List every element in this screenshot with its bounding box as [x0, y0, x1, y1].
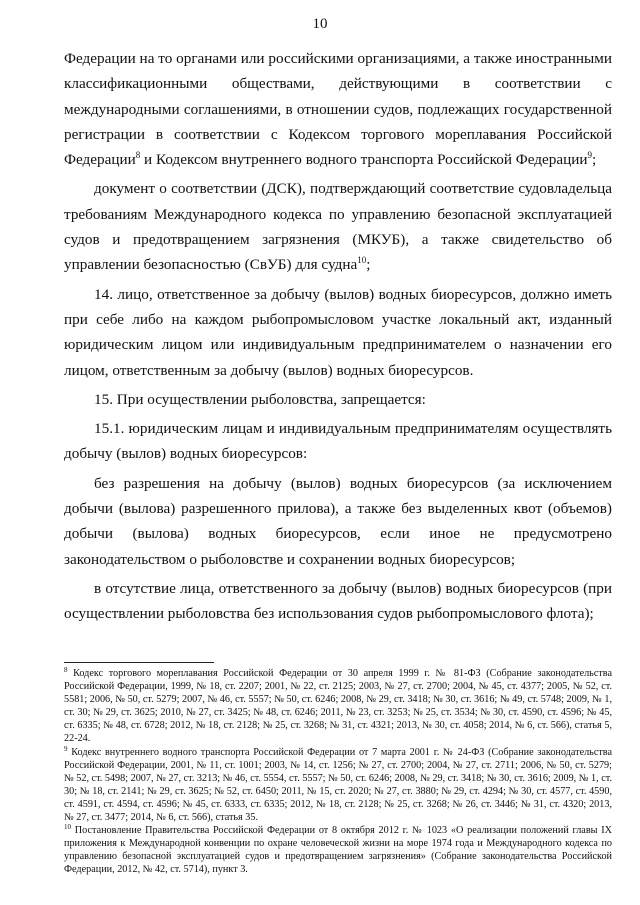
- paragraph-text: ;: [366, 256, 371, 274]
- paragraph-text: Федерации на то органами или российскими организациями, а также иностранными классификационными обществами, действующими в соответствии с международными соглашениями, в отношении судов, подлежащих государственной регистрации в соответствии с Кодексом торгового мореплавания Российской Федерации: [64, 50, 612, 169]
- paragraph-absence-responsible: в отсутствие лица, ответственного за добычу (вылов) водных биоресурсов (при осуществлении рыболовства без использования судов рыбопромыслового флота);: [64, 579, 612, 623]
- paragraph-15: 15. При осуществлении рыболовства, запрещается:: [94, 390, 426, 408]
- footnotes: [64, 667, 612, 877]
- paragraph-15-1: 15.1. юридическим лицам и индивидуальным предпринимателям осуществлять добычу (вылов) водных биоресурсов:: [64, 420, 612, 463]
- paragraph-dsk: [64, 176, 612, 277]
- footnote-10: [64, 824, 612, 876]
- page-number: 10: [312, 16, 328, 32]
- footnote-ref-8[interactable]: 8: [135, 150, 141, 161]
- main-text: [64, 46, 612, 627]
- footnote-ref-10[interactable]: 10: [357, 255, 367, 266]
- paragraph-14: 14. лицо, ответственное за добычу (вылов) водных биоресурсов, должно иметь при себе либо на каждом рыбопромысловом участке локальный акт, изданный юридическим лицом или индивидуальным предпринимателем о назначении его лицом, ответственным за добычу (вылов) водных биоресурсов.: [64, 285, 612, 379]
- footnote-text: Постановление Правительства Российской Федерации от 8 октября 2012 г. № 1023 «О реализации положений главы IX приложения к Международной конвенции по охране человеческой жизни на море 1974 года и Международного кодекса по управлению безопасной эксплуатацией судов и предотвращением загрязнения» (Собрание законодательства Российской Федерации, 2012, № 42, ст. 5714), пункт 3.: [64, 825, 612, 876]
- footnote-text: Кодекс внутреннего водного транспорта Российской Федерации от 7 марта 2001 г. № 24-ФЗ (Собрание законодательства Российской Федерации, 2001, № 11, ст. 1001; 2003, № 14, ст. 1256; № 27, ст. 2700; 2004, № 27, ст. 2711; 2006, № 50, ст. 5279; № 52, ст. 5498; 2007, № 27, ст. 3213; № 46, ст. 5554, ст. 5557; № 50, ст. 6246; 2008, № 29, ст. 3418; № 30, ст. 3616; 2009, № 1, ст. 30; № 18, ст. 2141; № 29, ст. 3625; № 52, ст. 6450; 2011, № 15, ст. 2020; № 27, ст. 3880; № 29, ст. 4294; № 30, ст. 4577, ст. 4590, ст. 4591, ст. 4594, ст. 4596; № 45, ст. 6333, ст. 6335; 2012, № 18, ст. 2128; № 25, ст. 3268; № 26, ст. 3446; № 31, ст. 4320; 2013, № 27, ст. 3477; 2014, № 6, ст. 566), статья 35.: [64, 746, 612, 824]
- footnote-divider: [64, 662, 214, 663]
- footnote-number: 9: [64, 744, 68, 753]
- paragraph-without-permit: без разрешения на добычу (вылов) водных биоресурсов (за исключением добычи (вылова) разрешенного прилова), а также без выделенных квот (объемов) добычи (вылова) водных биоресурсов, если иное не предусмотрено законодательством о рыболовстве и сохранении водных биоресурсов;: [64, 474, 612, 568]
- paragraph-text: ;: [591, 151, 597, 169]
- footnote-ref-9[interactable]: 9: [587, 150, 592, 161]
- paragraph-text: и Кодексом внутреннего водного транспорта Российской Федерации: [140, 151, 588, 169]
- footnote-9: [64, 746, 612, 825]
- footnote-text: Кодекс торгового мореплавания Российской Федерации от 30 апреля 1999 г. № 81-ФЗ (Собрание законодательства Российской Федерации, 1999, № 18, ст. 2207; 2001, № 22, ст. 2125; 2003, № 27, ст. 2700; 2004, № 45, ст. 4377; 2005, № 52, ст. 5581; 2006, № 50, ст. 5279; 2007, № 46, ст. 5557; № 50, ст. 6246; 2008, № 29, ст. 3418; № 30, ст. 3616; № 49, ст. 5748; 2009, № 1, ст. 30; № 29, ст. 3625; 2010, № 27, ст. 3425; № 48, ст. 6246; 2011, № 23, ст. 3253; № 25, ст. 3534; № 30, ст. 4590, ст. 4596; № 45, ст. 6335; № 48, ст. 6728; 2012, № 18, ст. 2128; № 25, ст. 3268; № 31, ст. 4321; 2013, № 30, ст. 4058; 2014, № 6, ст. 566), статья 5, 22-24.: [64, 668, 612, 745]
- footnote-number: 10: [64, 823, 71, 832]
- footnote-8: [64, 667, 612, 746]
- paragraph-text: документ о соответствии (ДСК), подтверждающий соответствие судовладельца требованиям Международного кодекса по управлению безопасной эксплуатацией судов и предотвращением загрязнения (МКУБ), а также свидетельство об управлении безопасностью (СвУБ) для судна: [64, 180, 612, 274]
- paragraph-continuation: [64, 46, 612, 172]
- footnote-number: 8: [64, 666, 68, 674]
